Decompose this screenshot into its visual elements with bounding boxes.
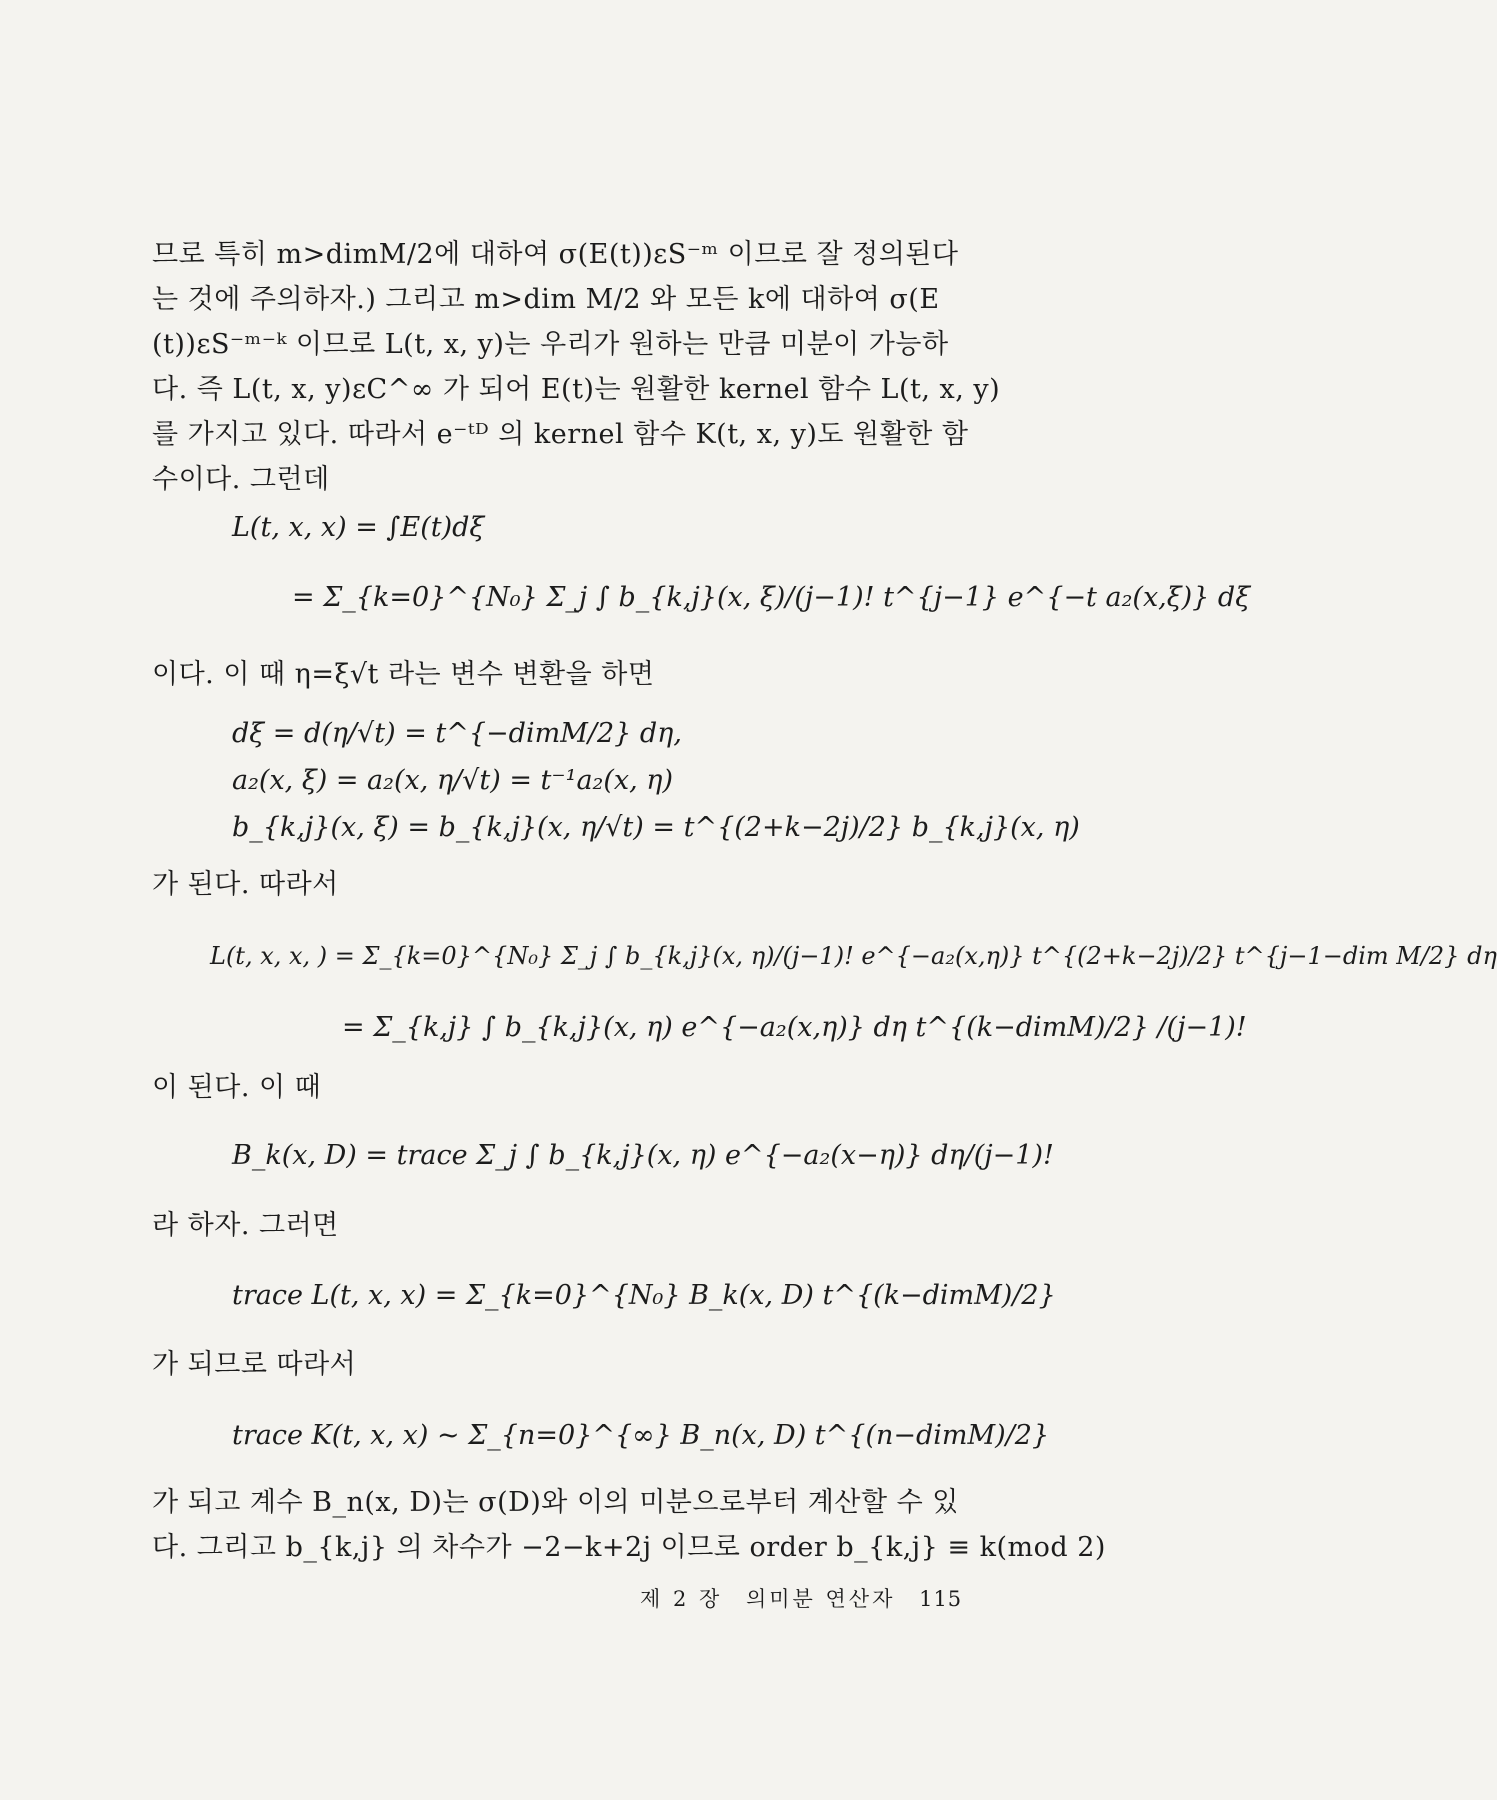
paragraph-7 [152, 1480, 1106, 1570]
equation-5: b_{k,j}(x, ξ) = b_{k,j}(x, η/√t) = t^{(2+k−2j)/2} b_{k,j}(x, η) [232, 812, 1080, 843]
text-line: (t))εS⁻ᵐ⁻ᵏ 이므로 L(t, x, y)는 우리가 원하는 만큼 미분이 가능하 [152, 329, 949, 360]
text-line: 를 가지고 있다. 따라서 e⁻ᵗᴰ 의 kernel 함수 K(t, x, y)도 원활한 함 [152, 419, 969, 450]
equation-10: trace K(t, x, x) ~ Σ_{n=0}^{∞} B_n(x, D) t^{(n−dimM)/2} [232, 1420, 1050, 1451]
text-line: 므로 특히 m>dimM/2에 대하여 σ(E(t))εS⁻ᵐ 이므로 잘 정의된다 [152, 239, 959, 270]
equation-7: = Σ_{k,j} ∫ b_{k,j}(x, η) e^{−a₂(x,η)} dη t^{(k−dimM)/2} /(j−1)! [342, 1012, 1247, 1043]
page-number: 115 [919, 1587, 963, 1611]
equation-6: L(t, x, x, ) = Σ_{k=0}^{N₀} Σ_j ∫ b_{k,j}(x, η)/(j−1)! e^{−a₂(x,η)} t^{(2+k−2j)/2} t^{j−1−dim M/2} dη [210, 942, 1497, 970]
equation-9: trace L(t, x, x) = Σ_{k=0}^{N₀} B_k(x, D) t^{(k−dimM)/2} [232, 1280, 1056, 1311]
equation-4: a₂(x, ξ) = a₂(x, η/√t) = t⁻¹a₂(x, η) [232, 765, 674, 796]
paragraph-5 [152, 1203, 990, 1248]
equation-3: dξ = d(η/√t) = t^{−dimM/2} dη, [232, 718, 682, 749]
text-line: 이다. 이 때 η=ξ√t 라는 변수 변환을 하면 [152, 659, 655, 690]
text-line: 는 것에 주의하자.) 그리고 m>dim M/2 와 모든 k에 대하여 σ(E [152, 284, 940, 315]
text-line: 가 된다. 따라서 [152, 869, 339, 900]
paragraph-3 [152, 862, 990, 907]
paragraph-6 [152, 1342, 990, 1387]
text-line: 라 하자. 그러면 [152, 1210, 339, 1241]
text-line: 다. 즉 L(t, x, y)εC^∞ 가 되어 E(t)는 원활한 kernel 함수 L(t, x, y) [152, 374, 1001, 405]
chapter-label: 제 2 장 [640, 1587, 723, 1611]
equation-1: L(t, x, x) = ∫E(t)dξ [232, 512, 485, 543]
page-footer [640, 1583, 962, 1613]
chapter-title: 의미분 연산자 [745, 1587, 896, 1611]
text-line: 다. 그리고 b_{k,j} 의 차수가 −2−k+2j 이므로 order b_{k,j} ≡ k(mod 2) [152, 1532, 1106, 1563]
paragraph-1 [152, 232, 1001, 502]
paragraph-4 [152, 1065, 990, 1110]
paragraph-2 [152, 652, 990, 697]
equation-2: = Σ_{k=0}^{N₀} Σ_j ∫ b_{k,j}(x, ξ)/(j−1)! t^{j−1} e^{−t a₂(x,ξ)} dξ [292, 582, 1251, 613]
equation-8: B_k(x, D) = trace Σ_j ∫ b_{k,j}(x, η) e^{−a₂(x−η)} dη/(j−1)! [232, 1140, 1054, 1171]
text-line: 이 된다. 이 때 [152, 1072, 322, 1103]
text-line: 가 되고 계수 B_n(x, D)는 σ(D)와 이의 미분으로부터 계산할 수 있 [152, 1487, 959, 1518]
text-line: 수이다. 그런데 [152, 464, 330, 495]
text-line: 가 되므로 따라서 [152, 1349, 357, 1380]
